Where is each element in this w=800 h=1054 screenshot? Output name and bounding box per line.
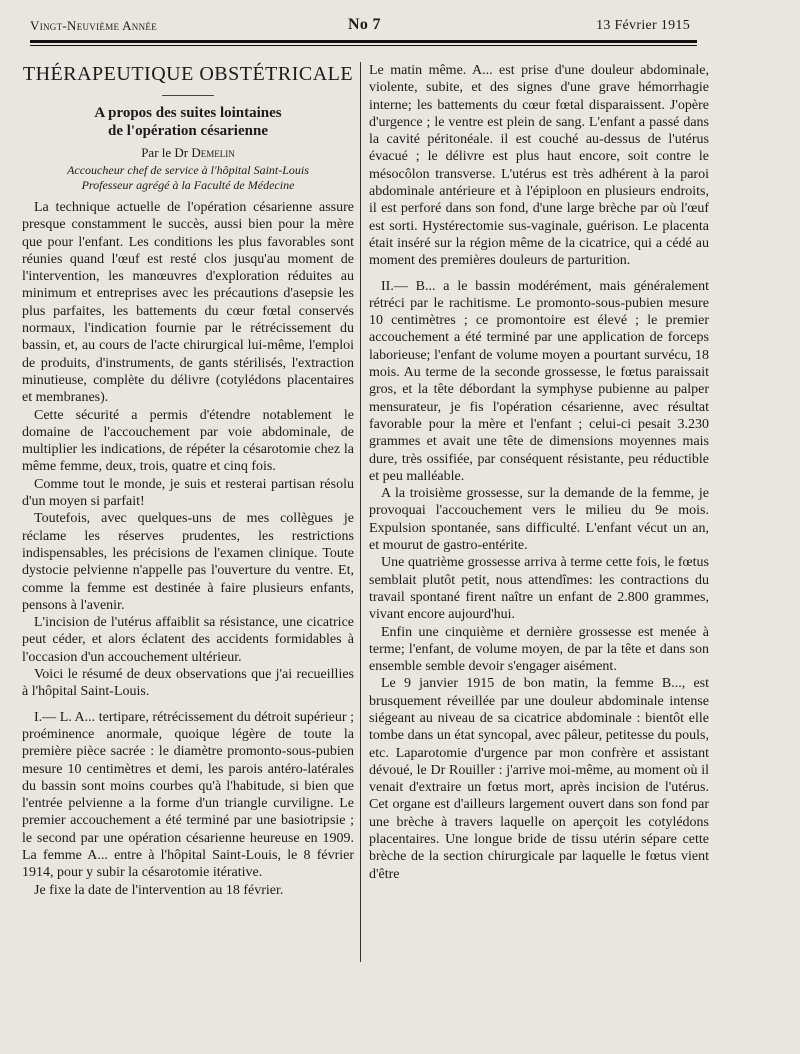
header-rule-thin: [30, 45, 697, 46]
header-issue-number: No 7: [348, 16, 381, 33]
paragraph: Le matin même. A... est prise d'une douleur abdominale, violente, subite, et des signes d'une grave hémorrhagie interne; les battements du cœur fœtal disparaissent. J'opère d'urgence ; le ventre est plein de sang. L'enfant a passé dans la cavité péritonéale. il est couché au-dessus de l'utérus évacué ; le délivre est plus haut encore, soit contre le mésocôlon transverse. L'utérus est très adhérent à la paroi abdominale antérieure et à l'épiploon en plusieurs endroits, il est perforé dans son fond, d'une large brèche par où l'œuf est sorti. Hystérectomie sus-vaginale, guérison. Le placenta était inséré sur la région même de la cicatrice, qui a cédé au moment des premières douleurs de parturition.: [369, 63, 709, 269]
header-year: Vingt-Neuvième Année: [30, 18, 158, 33]
paragraph: La technique actuelle de l'opération césarienne assure presque constamment le succès, aussi bien pour la mère que pour l'enfant. Les conditions les plus favorables sont réunies quand l'œuf est resté clos jusqu'au moment de l'intervention, les manœuvres d'exploration réduites au minimum et entreprises avec les précautions d'asepsie les plus parfaites, les battements du cœur fœtal conservés normaux, l'indication fournie par le rétrécissement du bassin, et, au cours de l'acte chirurgical lui-même, l'emploi de produits, d'instruments, de gants stérilisés, l'extraction minutieuse, complète du délivre (cotylédons placentaires et membranes).: [22, 200, 354, 406]
observation-paragraph: I.— L. A... tertipare, rétrécissement du détroit supérieur ; proéminence anormale, quoique légère de toute la première pièce sacrée : le diamètre promonto-sous-pubien mesure 10 centimètres et demi, les parois antéro-latérales du bassin sont moins courbes qu'à l'habitude, si bien que l'entrée pelvienne a la forme d'un triangle curviligne. Le premier accouchement a été terminé par une basiotripsie ; le second par une opération césarienne heureuse en 1909. La femme A... entre à l'hôpital Saint-Louis, le 8 février 1914, pour y subir la césarotomie itérative.: [22, 709, 354, 881]
author-name: Demelin: [191, 145, 235, 160]
paragraph: Toutefois, avec quelques-uns de mes collègues je réclame les réserves prudentes, les restrictions indispensables, les précisions de l'examen clinique. Toute dystocie pelvienne n'appelle pas l'ouverture du ventre. Et, comme la femme est destinée à faire plusieurs enfants, pensons à l'avenir.: [22, 511, 354, 613]
paragraph: L'incision de l'utérus affaiblit sa résistance, une cicatrice peut céder, et alors éclatent des accidents formidables à l'occasion d'un accouchement ultérieur.: [22, 615, 354, 665]
observation-paragraph: II.— B... a le bassin modérément, mais généralement rétréci par le rachitisme. Le promonto-sous-pubien mesure 10 centimètres ; ce promontoire est élevé ; le premier accouchement a été terminé par une application de forceps laborieuse; l'enfant de volume moyen a pourtant survécu, 18 mois. Au terme de la seconde grossesse, le fœtus paraissait gros, et la tête débordant la symphyse pubienne au palper mensurateur, je fis l'opération césarienne, avec résultat favorable pour la mère et l'enfant ; celui-ci pesait 3.230 grammes et avait une tête de dimensions moyennes mais dure, très ossifiée, par conséquent résistante, peu réductible et peu malléable.: [369, 278, 709, 484]
paragraph: Le 9 janvier 1915 de bon matin, la femme B..., est brusquement réveillée par une douleur abdominale intense siégeant au niveau de sa cicatrice abdominale : bientôt elle tombe dans un état syncopal, avec pâleur, petitesse du pouls, etc. Laparotomie d'urgence par mon confrère et assistant dévoué, le Dr Rouiller : j'arrive moi-même, au moment où il venait d'extraire un fœtus mort, après incision de l'utérus. Cet organe est d'ailleurs largement ouvert dans son fond par une brèche à travers laquelle on aperçoit les cotylédons placentaires. Une longue bride de tissu utérin sépare cette brèche de la section chirurgicale par laquelle le fœtus vient d'être: [369, 676, 709, 882]
column-divider: [360, 62, 361, 962]
paragraph: Enfin une cinquième et dernière grossesse est menée à terme; l'enfant, de volume moyen, de par la tête et dans son ensemble semble devoir s'engager aisément.: [369, 624, 709, 675]
paragraph: Comme tout le monde, je suis et resterai partisan résolu d'un moyen si parfait!: [22, 476, 354, 510]
article-title-line-1: A propos des suites lointaines: [94, 105, 282, 121]
affiliation-line-1: Accoucheur chef de service à l'hôpital Saint-Louis: [67, 163, 309, 177]
byline-prefix: Par le Dr: [141, 145, 189, 160]
article-title-line-2: de l'opération césarienne: [108, 123, 268, 139]
section-title: THÉRAPEUTIQUE OBSTÉTRICALE: [22, 63, 354, 85]
left-column: [22, 62, 354, 899]
paragraph: Cette sécurité a permis d'étendre notablement le domaine de l'accouchement par voie abdominale, de multiplier les indications, de répéter la césarotomie chez la même femme, deux, trois, quatre et cinq fois.: [22, 407, 354, 475]
running-header: [30, 16, 690, 40]
header-date: 13 Février 1915: [596, 18, 690, 33]
byline: [22, 145, 354, 161]
affiliation-line-2: Professeur agrégé à la Faculté de Médecine: [81, 178, 295, 192]
paragraph: Voici le résumé de deux observations que j'ai recueillies à l'hôpital Saint-Louis.: [22, 667, 354, 700]
right-column: [369, 62, 709, 883]
header-rule-thick: [30, 40, 697, 43]
title-rule: [162, 95, 214, 96]
paragraph: Je fixe la date de l'intervention au 18 février.: [34, 882, 284, 898]
paragraph: A la troisième grossesse, sur la demande de la femme, je provoquai l'accouchement vers le milieu du 9e mois. Expulsion spontanée, sans difficulté. L'enfant vécut un an, et mourut de gastro-entérite.: [369, 486, 709, 554]
paragraph: Une quatrième grossesse arriva à terme cette fois, le fœtus semblait plutôt petit, nous attendîmes: les contractions du travail spontané firent naître un enfant de 2.800 grammes, vivant encore aujourd'hui.: [369, 555, 709, 623]
